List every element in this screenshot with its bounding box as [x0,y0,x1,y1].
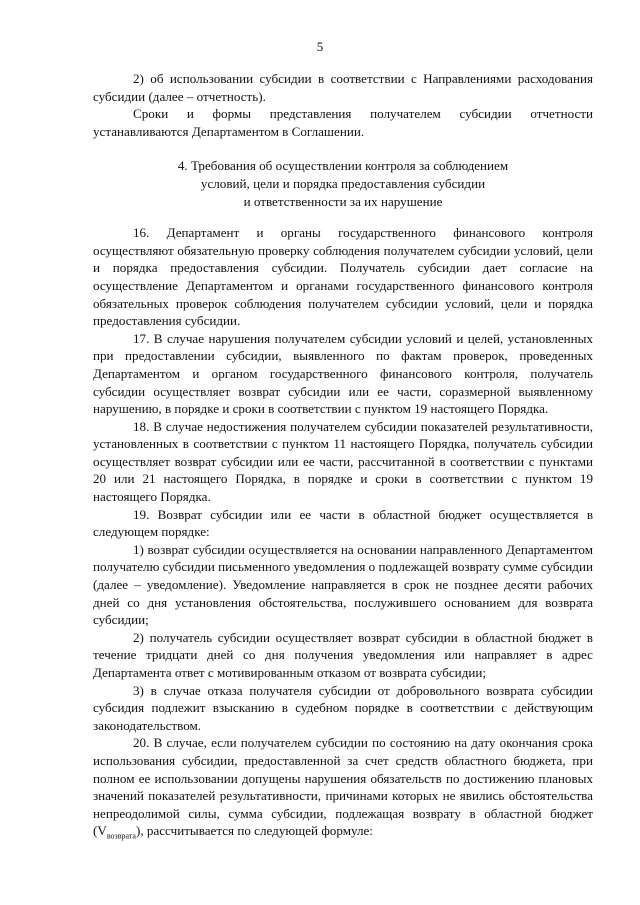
section-heading [93,157,593,210]
paragraph-20-subscript: возврата [106,831,136,841]
section-heading-line: условий, цели и порядка предоставления субсидии [200,175,486,191]
paragraph-20-text-end: ), рассчитывается по следующей формуле: [135,823,373,839]
page-number: 5 [316,39,324,54]
paragraph-18: 18. В случае недостижения получателем субсидии показателей результативности, установленных в соответствии с пунктом 11 настоящего Порядка, получатель субсидии осуществляет возврат субсидии или ее части, рассчитанной в соответствии с пунктами 20 или 21 настоящего Порядка, в порядке и сроки в соответствии с пунктом 19 настоящего Порядка. [93,418,593,505]
paragraph-16: 16. Департамент и органы государственного финансового контроля осуществляют обязательную проверку соблюдения получателем субсидии условий, цели и порядка предоставления субсидии. Получатель субсидии дает согласие на осуществление Департаментом и органами государственного финансового контроля обязательных проверок соблюдения получателем субсидии условий, цели и порядка предоставления субсидии. [93,225,593,329]
paragraph-intro-2: Сроки и формы представления получателем субсидии отчетности устанавливаются Департаментом в Соглашении. [93,106,593,139]
paragraph-20-text: 20. В случае, если получателем субсидии по состоянию на дату окончания срока использования субсидии, предоставленной за счет средств областного бюджета, при полном ее использовании допущены нарушения обязательств по достижению плановых значений показателей результативности, причинами которых не явились обстоятельства непреодолимой силы, сумма субсидии, подлежащая возврату в областной бюджет (V [93,735,593,839]
document-body [93,70,593,840]
section-heading-line: и ответственности за их нарушение [243,193,443,209]
paragraph-19-item-3: 3) в случае отказа получателя субсидии от добровольного возврата субсидии субсидия подлежит взысканию в судебном порядке в соответствии с действующим законодательством. [93,682,593,733]
paragraph-19-item-1: 1) возврат субсидии осуществляется на основании направленного Департаментом получателю субсидии письменного уведомления о подлежащей возврату сумме субсидии (далее – уведомление). Уведомление направляется в срок не позднее десяти рабочих дней со дня установления обстоятельства, послужившего основанием для возврата субсидии; [93,541,593,628]
paragraph-19: 19. Возврат субсидии или ее части в областной бюджет осуществляется в следующем порядке: [93,506,593,540]
paragraph-intro-1: 2) об использовании субсидии в соответствии с Направлениями расходования субсидии (далее – отчетность). [93,71,593,104]
paragraph-19-item-2: 2) получатель субсидии осуществляет возврат субсидии в областной бюджет в течение тридцати дней со дня получения уведомления или направляет в адрес Департамента ответ с мотивированным отказом от возврата субсидии; [93,629,593,680]
paragraph-20 [93,734,593,840]
paragraph-17: 17. В случае нарушения получателем субсидии условий и целей, установленных при предоставлении субсидии, выявленного по фактам проверок, проведенных Департаментом и органом государственного финансового контроля, получатель субсидии осуществляет возврат субсидии или ее части, соразмерной выявленному нарушению, в порядке и сроки в соответствии с пунктом 19 настоящего Порядка. [93,330,593,417]
section-heading-line: 4. Требования об осуществлении контроля за соблюдением [177,158,509,174]
